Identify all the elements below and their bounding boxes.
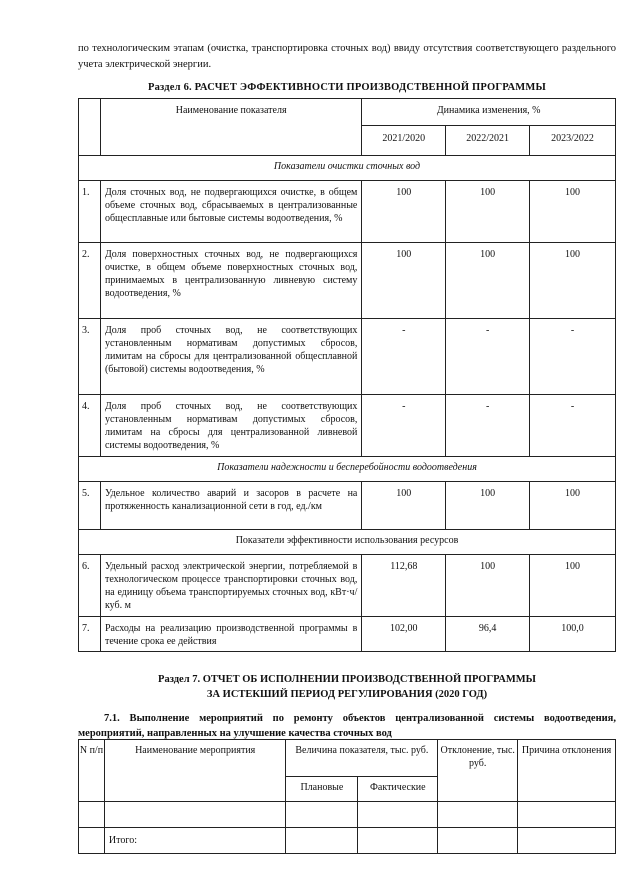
indicator-name: Доля поверхностных сточных вод, не подвергающихся очистке, в общем объеме поверхностных сточных вод, принимаемых в централизованную ливневую систему водоотведения, %	[100, 243, 361, 319]
value-cell: 100	[446, 555, 530, 617]
section6-title: Раздел 6. РАСЧЕТ ЭФФЕКТИВНОСТИ ПРОИЗВОДСТВЕННОЙ ПРОГРАММЫ	[147, 82, 547, 93]
subsection-7-1: 7.1. Выполнение мероприятий по ремонту объектов централизованной системы водоотведения, мероприятий, направленных на улучшение качества сточных вод	[78, 713, 616, 739]
intro-paragraph: по технологическим этапам (очистка, транспортировка сточных вод) ввиду отсутствия соответствующего раздельного учета электрической энергии.	[78, 43, 616, 70]
header-actual: Фактические	[358, 777, 438, 802]
indicator-name: Доля проб сточных вод, не соответствующих установленным нормативам допустимых сбросов, лимитам на сбросы для централизованной ливневой системы водоотведения, %	[100, 395, 361, 457]
empty-cell	[104, 802, 286, 828]
value-cell: 100	[362, 482, 446, 530]
indicator-name: Удельный расход электрической энергии, потребляемой в технологическом процессе транспортировки сточных вод, на единицу объема транспортируемых сточных вод, кВт·ч/куб. м	[100, 555, 361, 617]
value-cell: 100,0	[530, 617, 616, 652]
header-reason: Причина отклонения	[518, 740, 616, 802]
empty-cell	[79, 802, 105, 828]
indicator-name: Удельное количество аварий и засоров в расчете на протяженность канализационной сети в год, ед./км	[100, 482, 361, 530]
section7-title-line2: ЗА ИСТЕКШИЙ ПЕРИОД РЕГУЛИРОВАНИЯ (2020 ГОД)	[206, 689, 488, 700]
empty-cell	[518, 802, 616, 828]
indicator-name: Доля проб сточных вод, не соответствующих установленным нормативам допустимых сбросов, лимитам на сбросы для централизованной общесплавной (бытовой) системы водоотведения, %	[100, 319, 361, 395]
row-number: 3.	[79, 319, 101, 395]
value-cell: 100	[362, 243, 446, 319]
row-number: 7.	[79, 617, 101, 652]
header-measure-name: Наименование мероприятия	[104, 740, 286, 802]
header-num-cell	[79, 99, 101, 156]
table-row	[79, 181, 616, 243]
value-cell: 100	[530, 181, 616, 243]
table-row	[79, 319, 616, 395]
section7-title-line1: Раздел 7. ОТЧЕТ ОБ ИСПОЛНЕНИИ ПРОИЗВОДСТВЕННОЙ ПРОГРАММЫ	[158, 674, 536, 685]
total-label: Итого:	[104, 828, 286, 854]
table-row	[79, 802, 616, 828]
table-row	[79, 617, 616, 652]
empty-cell	[438, 828, 518, 854]
value-cell: -	[362, 395, 446, 457]
header-value: Величина показателя, тыс. руб.	[286, 740, 438, 777]
efficiency-table	[78, 98, 616, 652]
group-title: Показатели надежности и бесперебойности водоотведения	[79, 457, 616, 482]
row-number: 2.	[79, 243, 101, 319]
value-cell: 100	[446, 482, 530, 530]
header-period: 2021/2020	[362, 126, 446, 156]
value-cell: 100	[530, 555, 616, 617]
header-planned: Плановые	[286, 777, 358, 802]
header-period: 2022/2021	[446, 126, 530, 156]
header-num: N п/п	[79, 740, 105, 802]
value-cell: -	[530, 319, 616, 395]
value-cell: 100	[446, 243, 530, 319]
group-title: Показатели эффективности использования ресурсов	[79, 530, 616, 555]
value-cell: 100	[530, 243, 616, 319]
value-cell: -	[530, 395, 616, 457]
row-number: 4.	[79, 395, 101, 457]
section7-title	[78, 672, 616, 702]
group-title: Показатели очистки сточных вод	[79, 156, 616, 181]
empty-cell	[358, 802, 438, 828]
table-row	[79, 555, 616, 617]
header-name: Наименование показателя	[100, 99, 361, 156]
table-row	[79, 482, 616, 530]
empty-cell	[438, 802, 518, 828]
value-cell: -	[362, 319, 446, 395]
indicator-name: Расходы на реализацию производственной программы в течение срока ее действия	[100, 617, 361, 652]
value-cell: 112,68	[362, 555, 446, 617]
header-dynamics: Динамика изменения, %	[362, 99, 616, 126]
row-number: 6.	[79, 555, 101, 617]
empty-cell	[286, 828, 358, 854]
empty-cell	[286, 802, 358, 828]
empty-cell	[518, 828, 616, 854]
value-cell: 96,4	[446, 617, 530, 652]
header-period: 2023/2022	[530, 126, 616, 156]
value-cell: -	[446, 319, 530, 395]
value-cell: 100	[362, 181, 446, 243]
value-cell: -	[446, 395, 530, 457]
value-cell: 100	[530, 482, 616, 530]
value-cell: 100	[446, 181, 530, 243]
indicator-name: Доля сточных вод, не подвергающихся очистке, в общем объеме сточных вод, сбрасываемых в централизованные общесплавные или бытовые системы водоотведения, %	[100, 181, 361, 243]
row-number: 1.	[79, 181, 101, 243]
empty-cell	[358, 828, 438, 854]
empty-cell	[79, 828, 105, 854]
total-row	[79, 828, 616, 854]
table-row	[79, 395, 616, 457]
row-number: 5.	[79, 482, 101, 530]
value-cell: 102,00	[362, 617, 446, 652]
table-row	[79, 243, 616, 319]
report-table	[78, 739, 616, 854]
header-deviation: Отклонение, тыс. руб.	[438, 740, 518, 802]
